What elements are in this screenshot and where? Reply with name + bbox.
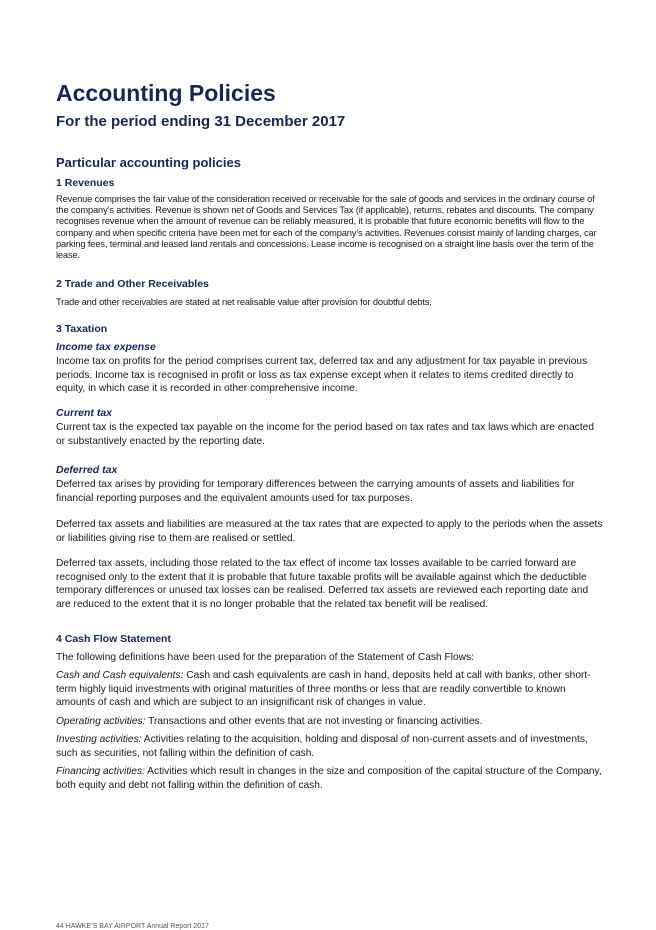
definition-investing xyxy=(56,733,604,760)
definition-term: Financing activities: xyxy=(56,766,145,777)
income-tax-text: Income tax on profits for the period comprises current tax, deferred tax and any adjustment for tax payable in previous periods. Income tax is recognised in profit or loss as tax expense except when it relates to items credited directly to equity, in which case it is recorded in other comprehensive income. xyxy=(56,356,588,394)
revenues-text: Revenue comprises the fair value of the consideration received or receivable for the sale of goods and services in the ordinary course of the company’s activities. Revenue is shown net of Goods and Services Tax (if applicable), returns, rebates and discounts. The company recognises revenue when the amount of revenue can be reliably measured, it is probable that future economic benefits will flow to the company and when specific criteria have been met for each of the company’s activities. Revenues consist mainly of landing charges, car parking fees, terminal and leased land rentals and concessions. Lease income is recognised on a straight line basis over the term of the lease. xyxy=(56,194,597,261)
taxation-heading: 3 Taxation xyxy=(56,323,108,335)
definition-term: Operating activities: xyxy=(56,716,146,727)
revenues-heading: 1 Revenues xyxy=(56,177,115,189)
page-subtitle: For the period ending 31 December 2017 xyxy=(56,113,346,130)
receivables-text: Trade and other receivables are stated at net realisable value after provision for doubtful debts. xyxy=(56,297,432,307)
definition-text: Activities which result in changes in the size and composition of the capital structure of the Company, both equity and debt not falling within the definition of cash. xyxy=(56,766,602,791)
deferred-tax-text-1: Deferred tax arises by providing for temporary differences between the carrying amounts of assets and liabilities for financial reporting purposes and the equivalent amounts used for tax purposes. xyxy=(56,479,575,504)
cash-flow-heading: 4 Cash Flow Statement xyxy=(56,633,171,645)
definition-text: Transactions and other events that are not investing or financing activities. xyxy=(145,716,483,727)
definition-cash-equivalents xyxy=(56,669,604,710)
current-tax-text: Current tax is the expected tax payable on the income for the period based on tax rates and tax laws which are enacted or substantively enacted by the reporting date. xyxy=(56,422,594,447)
current-tax-heading: Current tax xyxy=(56,407,113,419)
definition-term: Cash and Cash equivalents: xyxy=(56,670,184,681)
page-footer: 44 HAWKE’S BAY AIRPORT Annual Report 2017 xyxy=(56,923,209,930)
income-tax-heading: Income tax expense xyxy=(56,341,156,353)
definition-term: Investing activities: xyxy=(56,734,142,745)
deferred-tax-text-2: Deferred tax assets and liabilities are measured at the tax rates that are expected to apply to the periods when the assets or liabilities giving rise to them are realised or settled. xyxy=(56,519,603,544)
deferred-tax-heading: Deferred tax xyxy=(56,464,118,476)
page-title: Accounting Policies xyxy=(56,80,276,106)
cash-flow-intro: The following definitions have been used for the preparation of the Statement of Cash Flows: xyxy=(56,652,474,663)
definition-financing xyxy=(56,765,604,792)
definition-text: Cash and cash equivalents are cash in hand, deposits held at call with banks, other short-term highly liquid investments with original maturities of three months or less that are readily convertible to known amounts of cash and which are subject to an insignificant risk of changes in value. xyxy=(56,670,591,708)
receivables-heading: 2 Trade and Other Receivables xyxy=(56,278,209,290)
deferred-tax-text-3: Deferred tax assets, including those related to the tax effect of income tax losses available to be carried forward are recognised only to the extent that it is probable that future taxable profits will be available against which the deductible temporary differences or unused tax losses can be realised. Deferred tax assets are reviewed each reporting date and are reduced to the extent that it is no longer probable that the related tax benefit will be realised. xyxy=(56,558,589,610)
section-title: Particular accounting policies xyxy=(56,155,241,170)
definition-text: Activities relating to the acquisition, holding and disposal of non-current assets and of investments, such as securities, not falling within the definition of cash. xyxy=(56,734,588,759)
definition-operating xyxy=(56,715,604,729)
